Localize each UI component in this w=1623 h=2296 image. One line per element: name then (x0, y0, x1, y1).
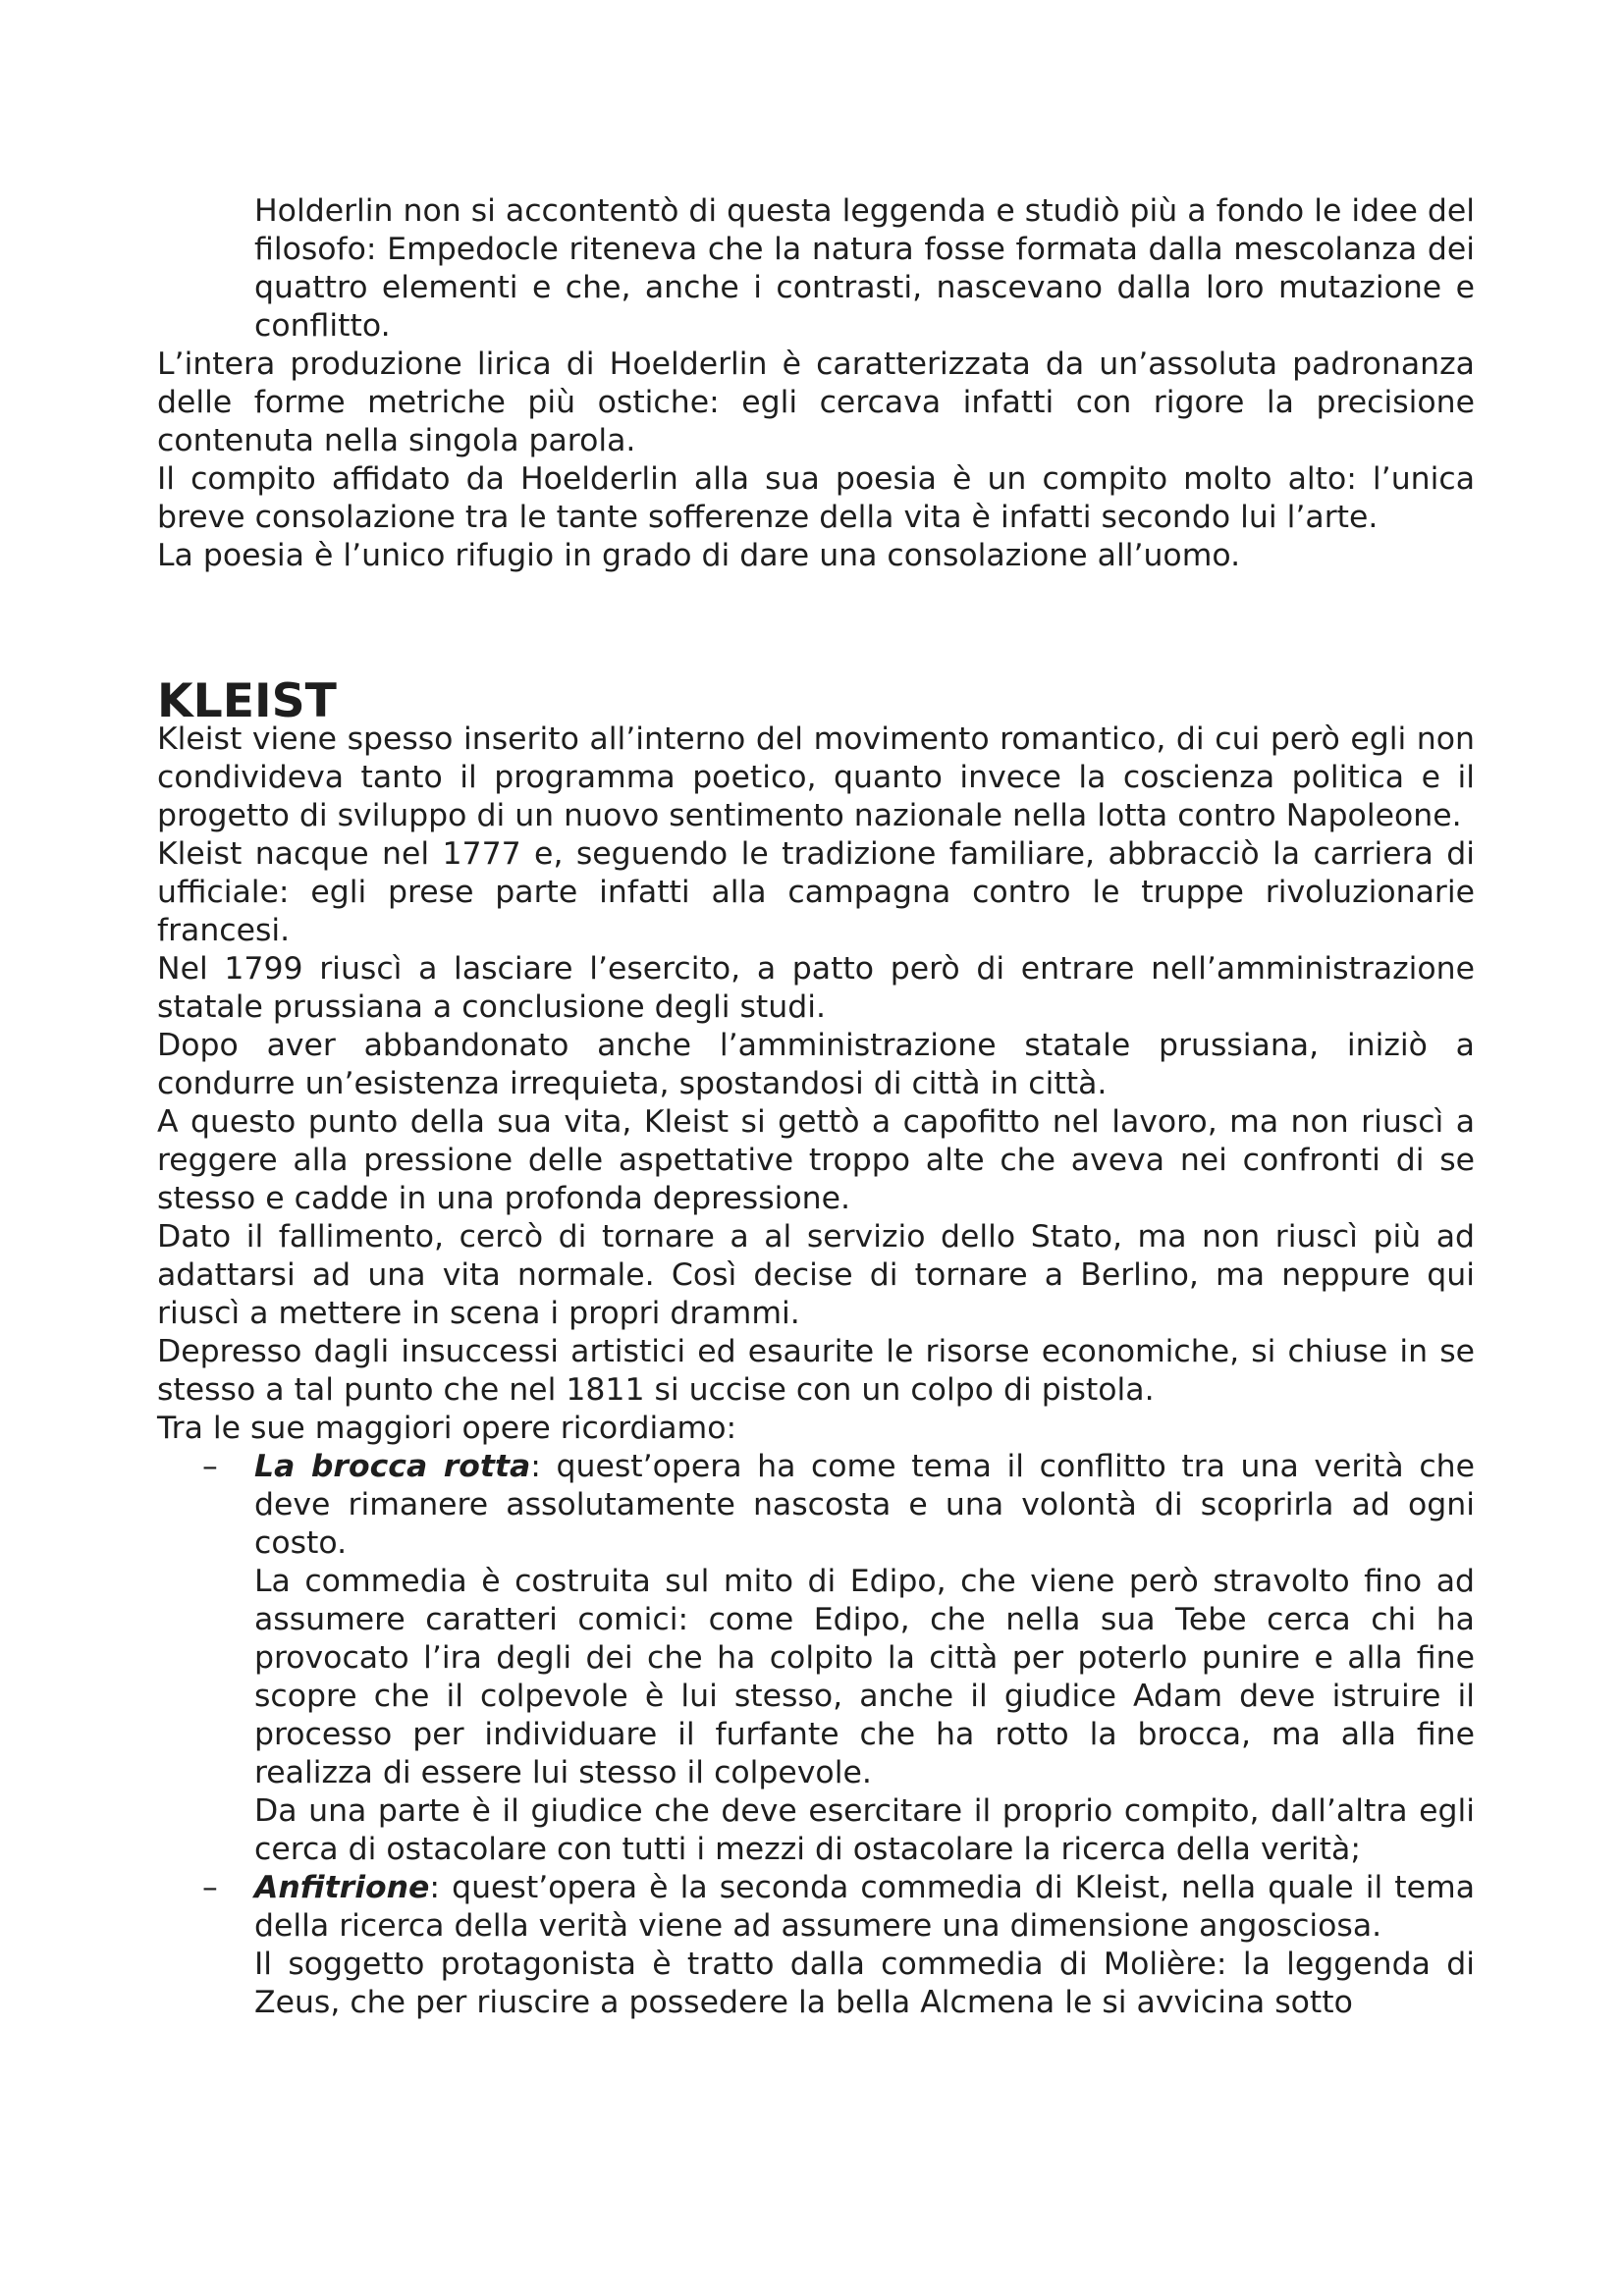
works-list (157, 1448, 1475, 2022)
section-spacer (157, 575, 1475, 682)
kleist-paragraph: Dopo aver abbandonato anche l’amministrazione statale prussiana, iniziò a condurre un’esistenza irrequieta, spostandosi di città in città. (157, 1028, 1475, 1101)
document-page (157, 192, 1475, 2022)
holderlin-paragraph-poesia: La poesia è l’unico rifugio in grado di dare una consolazione all’uomo. (157, 538, 1241, 573)
dash-bullet-icon: – (202, 1870, 218, 1905)
kleist-paragraph: Kleist viene spesso inserito all’interno del movimento romantico, di cui però egli non condivideva tanto il programma poetico, quanto invece la coscienza politica e il progetto di sviluppo di un nuovo sentimento nazionale nella lotta contro Napoleone. (157, 721, 1475, 833)
kleist-paragraph: Depresso dagli insuccessi artistici ed esaurite le risorse economiche, si chiuse in se stesso a tal punto che nel 1811 si uccise con un colpo di pistola. (157, 1334, 1475, 1408)
kleist-paragraph: Nel 1799 riuscì a lasciare l’esercito, a patto però di entrare nell’amministrazione statale prussiana a conclusione degli studi. (157, 951, 1475, 1025)
kleist-paragraph: Tra le sue maggiori opere ricordiamo: (157, 1411, 737, 1446)
work-detail: La commedia è costruita sul mito di Edipo, che viene però stravolto fino ad assumere caratteri comici: come Edipo, che nella sua Tebe cerca chi ha provocato l’ira degli dei che ha colpito la città per poterlo punire e alla fine scopre che il colpevole è lui stesso, anche il giudice Adam deve istruire il processo per individuare il furfante che ha rotto la brocca, ma alla fine realizza di essere lui stesso il colpevole. (254, 1564, 1475, 1790)
kleist-paragraph: Kleist nacque nel 1777 e, seguendo le tradizione familiare, abbracciò la carriera di ufficiale: egli prese parte infatti alla campagna contro le truppe rivoluzionarie francesi. (157, 836, 1475, 948)
work-detail: Da una parte è il giudice che deve esercitare il proprio compito, dall’altra egli cerca di ostacolare con tutti i mezzi di ostacolare la ricerca della verità; (254, 1793, 1475, 1867)
work-description (254, 1448, 1475, 1563)
work-detail: Il soggetto protagonista è tratto dalla commedia di Molière: la leggenda di Zeus, che per riuscire a possedere la bella Alcmena le si avvicina sotto (254, 1947, 1475, 2020)
dash-bullet-icon: – (202, 1449, 218, 1484)
work-title: La brocca rotta (254, 1449, 531, 1484)
holderlin-paragraph-lirica: L’intera produzione lirica di Hoelderlin è caratterizzata da un’assoluta padronanza delle forme metriche più ostiche: egli cercava infatti con rigore la precisione contenuta nella singola parola. (157, 347, 1475, 458)
holderlin-paragraph-empedocle: Holderlin non si accontentò di questa leggenda e studiò più a fondo le idee del filosofo: Empedocle riteneva che la natura fosse formata dalla mescolanza dei quattro elementi e che, anche i contrasti, nascevano dalla loro mutazione e conflitto. (254, 193, 1475, 344)
section-heading-kleist: KLEIST (157, 674, 337, 728)
work-text: : quest’opera ha come tema il conflitto tra una verità che deve rimanere assolutamente nascosta e una volontà di scoprirla ad ogni costo. (254, 1449, 1475, 1561)
work-title: Anfitrione (254, 1870, 430, 1905)
list-item (157, 1448, 1475, 1869)
work-description (254, 1869, 1475, 1946)
list-item (157, 1869, 1475, 2022)
holderlin-paragraph-compito: Il compito affidato da Hoelderlin alla sua poesia è un compito molto alto: l’unica breve consolazione tra le tante sofferenze della vita è infatti secondo lui l’arte. (157, 461, 1475, 535)
work-text: : quest’opera è la seconda commedia di Kleist, nella quale il tema della ricerca della verità viene ad assumere una dimensione angosciosa. (254, 1870, 1475, 1944)
kleist-paragraph: A questo punto della sua vita, Kleist si gettò a capofitto nel lavoro, ma non riuscì a reggere alla pressione delle aspettative troppo alte che aveva nei confronti di se stesso e cadde in una profonda depressione. (157, 1104, 1475, 1216)
kleist-paragraph: Dato il fallimento, cercò di tornare a al servizio dello Stato, ma non riuscì più ad adattarsi ad una vita normale. Così decise di tornare a Berlino, ma neppure qui riuscì a mettere in scena i propri drammi. (157, 1219, 1475, 1331)
